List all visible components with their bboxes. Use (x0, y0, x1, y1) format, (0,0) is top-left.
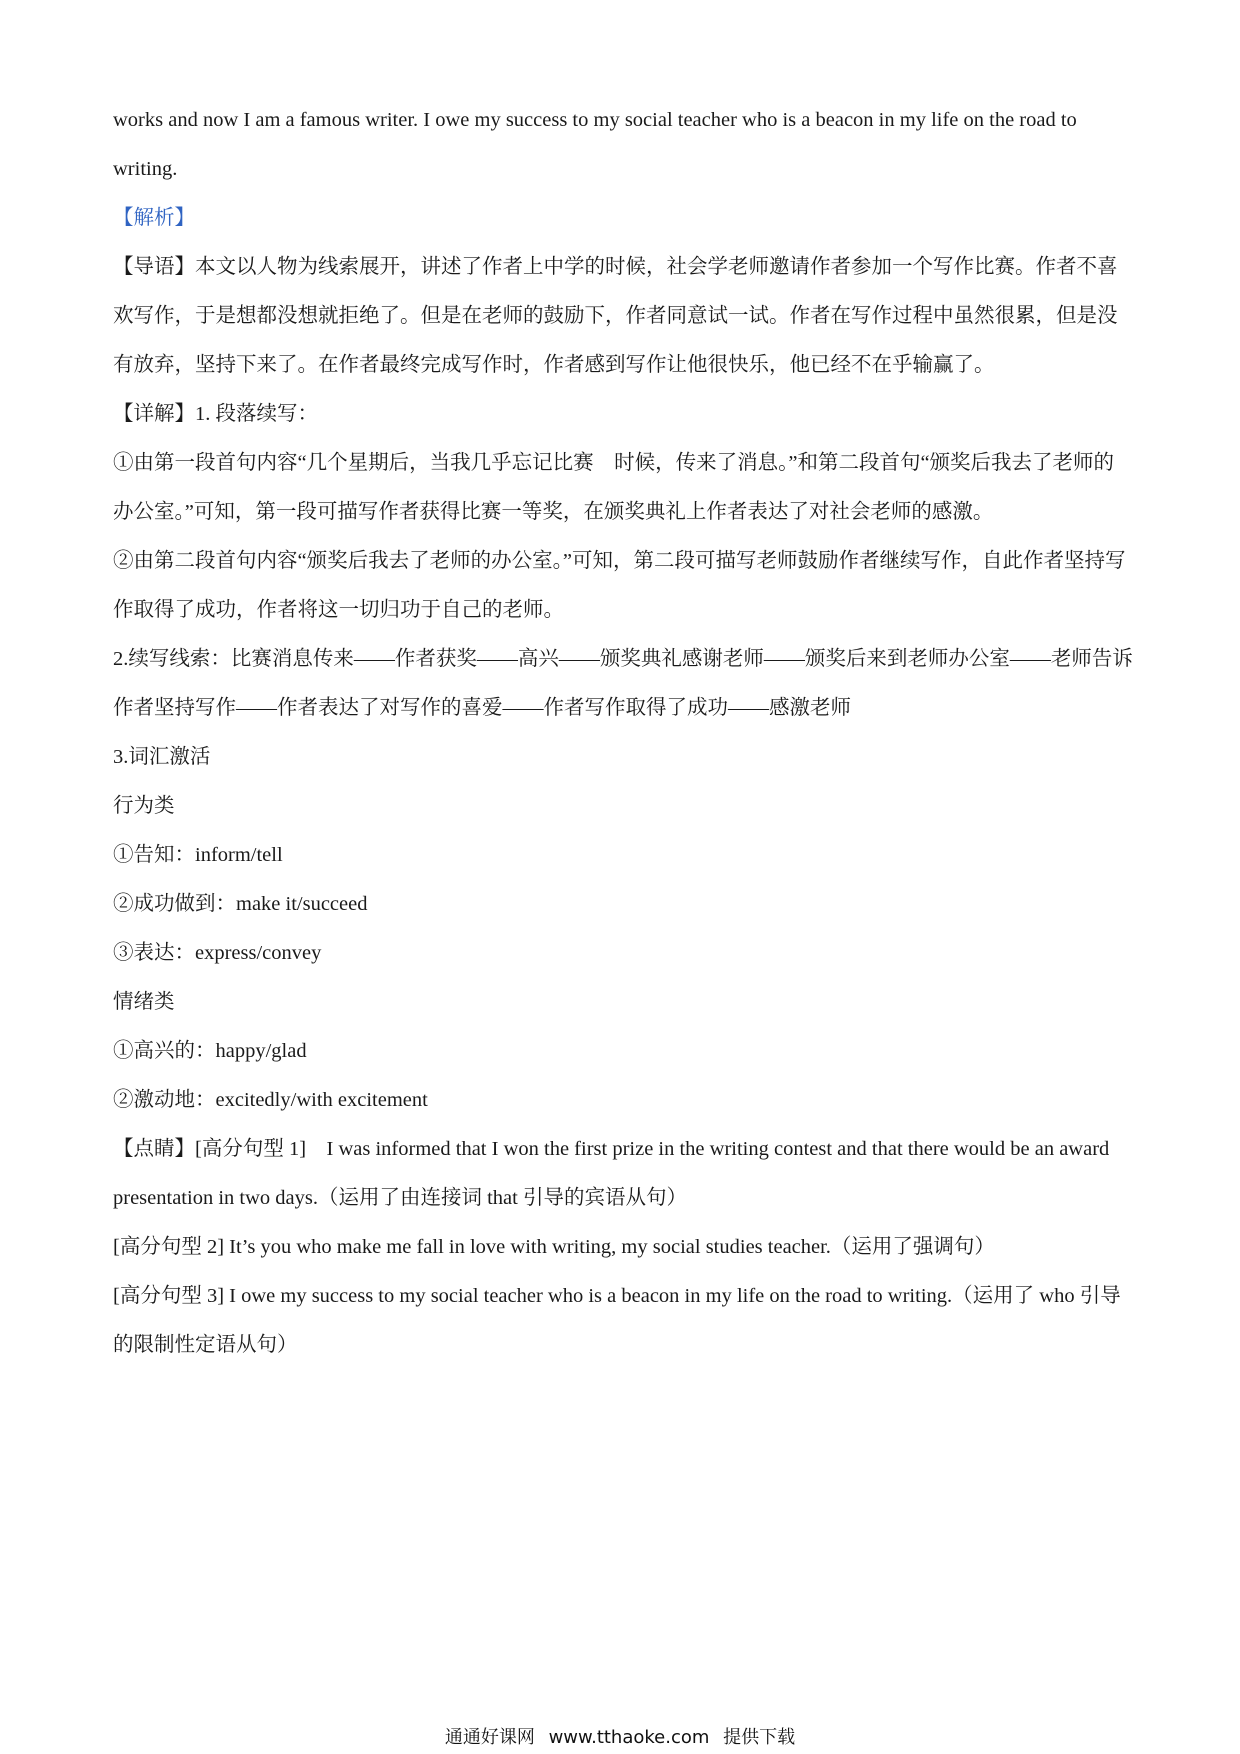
highlight-sentence-1: 【点睛】[高分句型 1] I was informed that I won the first prize in the writing contest and that there would be an award presentation in two days.（运用了由连接词 that 引导的宾语从句） (113, 1138, 1110, 1209)
writing-clues: 2.续写线索：比赛消息传来——作者获奖——高兴——颁奖典礼感谢老师——颁奖后来到老师办公室——老师告诉作者坚持写作——作者表达了对写作的喜爱——作者写作取得了成功——感激老师 (113, 648, 1133, 719)
detail-heading: 【详解】1. 段落续写： (113, 403, 318, 425)
emotion-item: ②激动地：excitedly/with excitement (113, 1089, 428, 1111)
guide-paragraph: 【导语】本文以人物为线索展开，讲述了作者上中学的时候，社会学老师邀请作者参加一个写作比赛。作者不喜欢写作，于是想都没想就拒绝了。但是在老师的鼓励下，作者同意试一试。作者在写作过程中虽然很累，但是没有放弃，坚持下来了。在作者最终完成写作时，作者感到写作让他很快乐，他已经不在乎输赢了。 (113, 256, 1118, 376)
action-item: ②成功做到：make it/succeed (113, 893, 368, 915)
footer-site-name: 通通好课网 (444, 1727, 535, 1748)
document-body (113, 96, 1133, 1370)
footer-suffix: 提供下载 (723, 1727, 796, 1748)
action-item: ③表达：express/convey (113, 942, 322, 964)
action-item: ①告知：inform/tell (113, 844, 283, 866)
emotion-item: ①高兴的：happy/glad (113, 1040, 307, 1062)
page-footer (0, 1726, 1240, 1750)
detail-point-2: ②由第二段首句内容“颁奖后我去了老师的办公室。”可知，第二段可描写老师鼓励作者继续写作，自此作者坚持写作取得了成功，作者将这一切归功于自己的老师。 (113, 550, 1126, 621)
emotion-heading: 情绪类 (113, 991, 175, 1013)
intro-paragraph: works and now I am a famous writer. I owe my success to my social teacher who is a beacon in my life on the road to writing. (113, 109, 1077, 180)
footer-url[interactable]: www.tthaoke.com (548, 1727, 710, 1748)
highlight-sentence-2: [高分句型 2] It’s you who make me fall in love with writing, my social studies teacher.（运用了强调句） (113, 1236, 995, 1258)
highlight-sentence-3: [高分句型 3] I owe my success to my social teacher who is a beacon in my life on the road to writing.（运用了 who 引导的限制性定语从句） (113, 1285, 1121, 1356)
analysis-label: 【解析】 (113, 207, 195, 229)
action-heading: 行为类 (113, 795, 175, 817)
detail-point-1: ①由第一段首句内容“几个星期后，当我几乎忘记比赛 时候，传来了消息。”和第二段首句“颁奖后我去了老师的办公室。”可知，第一段可描写作者获得比赛一等奖，在颁奖典礼上作者表达了对社会老师的感激。 (113, 452, 1115, 523)
vocab-heading: 3.词汇激活 (113, 746, 211, 768)
